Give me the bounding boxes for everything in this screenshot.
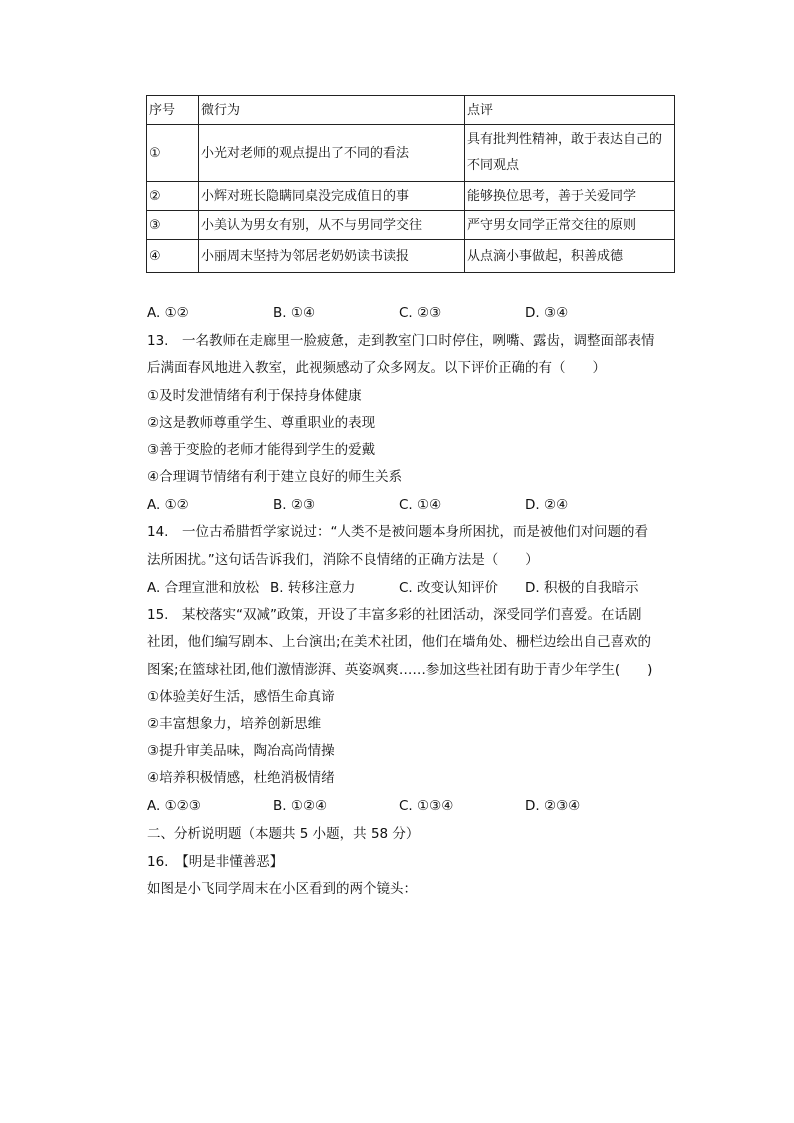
q12-option-c: C. ②③ bbox=[399, 305, 442, 321]
table-row bbox=[147, 182, 675, 211]
row-no: ④ bbox=[147, 240, 199, 273]
q13-stem: 13. 一名教师在走廊里一脸疲惫，走到教室门口时停住，咧嘴、露齿，调整面部表情 bbox=[147, 333, 655, 349]
row-no: ③ bbox=[147, 211, 199, 240]
q16-title: 16. 【明是非懂善恶】 bbox=[147, 854, 284, 870]
q13-option-d: D. ②④ bbox=[525, 497, 569, 513]
row-act: 小美认为男女有别，从不与男同学交往 bbox=[199, 211, 465, 240]
q15-item: ①体验美好生活，感悟生命真谛 bbox=[147, 689, 335, 705]
review-line: 具有批判性精神，敢于表达自己的 bbox=[467, 132, 663, 147]
q15-item: ②丰富想象力，培养创新思维 bbox=[147, 716, 322, 732]
behavior-table bbox=[146, 95, 675, 273]
q12-option-a: A. ①② bbox=[147, 305, 189, 321]
q15-item: ④培养积极情感，杜绝消极情绪 bbox=[147, 770, 335, 786]
table-row bbox=[147, 240, 675, 273]
table-header-row bbox=[147, 96, 675, 125]
row-no: ① bbox=[147, 125, 199, 182]
q13-option-a: A. ①② bbox=[147, 497, 189, 513]
row-act: 小辉对班长隐瞒同桌没完成值日的事 bbox=[199, 182, 465, 211]
q12-option-b: B. ①④ bbox=[273, 305, 316, 321]
row-review: 从点滴小事做起，积善成德 bbox=[465, 240, 675, 273]
q13-item: ④合理调节情绪有利于建立良好的师生关系 bbox=[147, 469, 403, 485]
q14-option-a: A. 合理宣泄和放松 bbox=[147, 580, 260, 596]
review-line: 不同观点 bbox=[467, 158, 520, 173]
table-row bbox=[147, 125, 675, 182]
q13-item: ②这是教师尊重学生、尊重职业的表现 bbox=[147, 415, 376, 431]
q13-item: ③善于变脸的老师才能得到学生的爱戴 bbox=[147, 442, 376, 458]
q13-option-b: B. ②③ bbox=[273, 497, 316, 513]
q14-stem: 法所困扰。”这句话告诉我们，消除不良情绪的正确方法是（ ） bbox=[147, 552, 539, 568]
q15-item: ③提升审美品味，陶冶高尚情操 bbox=[147, 743, 335, 759]
q15-stem: 社团，他们编写剧本、上台演出;在美术社团，他们在墙角处、栅栏边绘出自己喜欢的 bbox=[147, 634, 652, 650]
q15-option-b: B. ①②④ bbox=[273, 798, 328, 814]
row-no: ② bbox=[147, 182, 199, 211]
q12-option-d: D. ③④ bbox=[525, 305, 569, 321]
header-review: 点评 bbox=[465, 96, 675, 125]
row-review: 严守男女同学正常交往的原则 bbox=[465, 211, 675, 240]
header-no: 序号 bbox=[147, 96, 199, 125]
q13-option-c: C. ①④ bbox=[399, 497, 442, 513]
row-review: 能够换位思考，善于关爱同学 bbox=[465, 182, 675, 211]
q16-stem: 如图是小飞同学周末在小区看到的两个镜头： bbox=[147, 881, 417, 897]
q14-option-d: D. 积极的自我暗示 bbox=[525, 580, 639, 596]
q14-option-b: B. 转移注意力 bbox=[270, 580, 356, 596]
q15-option-a: A. ①②③ bbox=[147, 798, 201, 814]
q15-option-d: D. ②③④ bbox=[525, 798, 581, 814]
q14-stem: 14. 一位古希腊哲学家说过：“人类不是被问题本身所困扰，而是被他们对问题的看 bbox=[147, 524, 648, 540]
row-act: 小丽周末坚持为邻居老奶奶读书读报 bbox=[199, 240, 465, 273]
row-act: 小光对老师的观点提出了不同的看法 bbox=[199, 125, 465, 182]
row-review bbox=[465, 125, 675, 182]
q15-stem: 图案;在篮球社团,他们激情澎湃、英姿飒爽……参加这些社团有助于青少年学生( ) bbox=[147, 662, 653, 678]
q14-option-c: C. 改变认知评价 bbox=[399, 580, 499, 596]
q13-item: ①及时发泄情绪有利于保持身体健康 bbox=[147, 388, 362, 404]
q13-stem: 后满面春风地进入教室，此视频感动了众多网友。以下评价正确的有（ ） bbox=[147, 360, 606, 376]
header-act: 微行为 bbox=[199, 96, 465, 125]
section-heading: 二、分析说明题（本题共 5 小题，共 58 分） bbox=[147, 826, 420, 842]
q15-option-c: C. ①③④ bbox=[399, 798, 454, 814]
q15-stem: 15. 某校落实“双减”政策，开设了丰富多彩的社团活动，深受同学们喜爱。在话剧 bbox=[147, 607, 642, 623]
table-row bbox=[147, 211, 675, 240]
